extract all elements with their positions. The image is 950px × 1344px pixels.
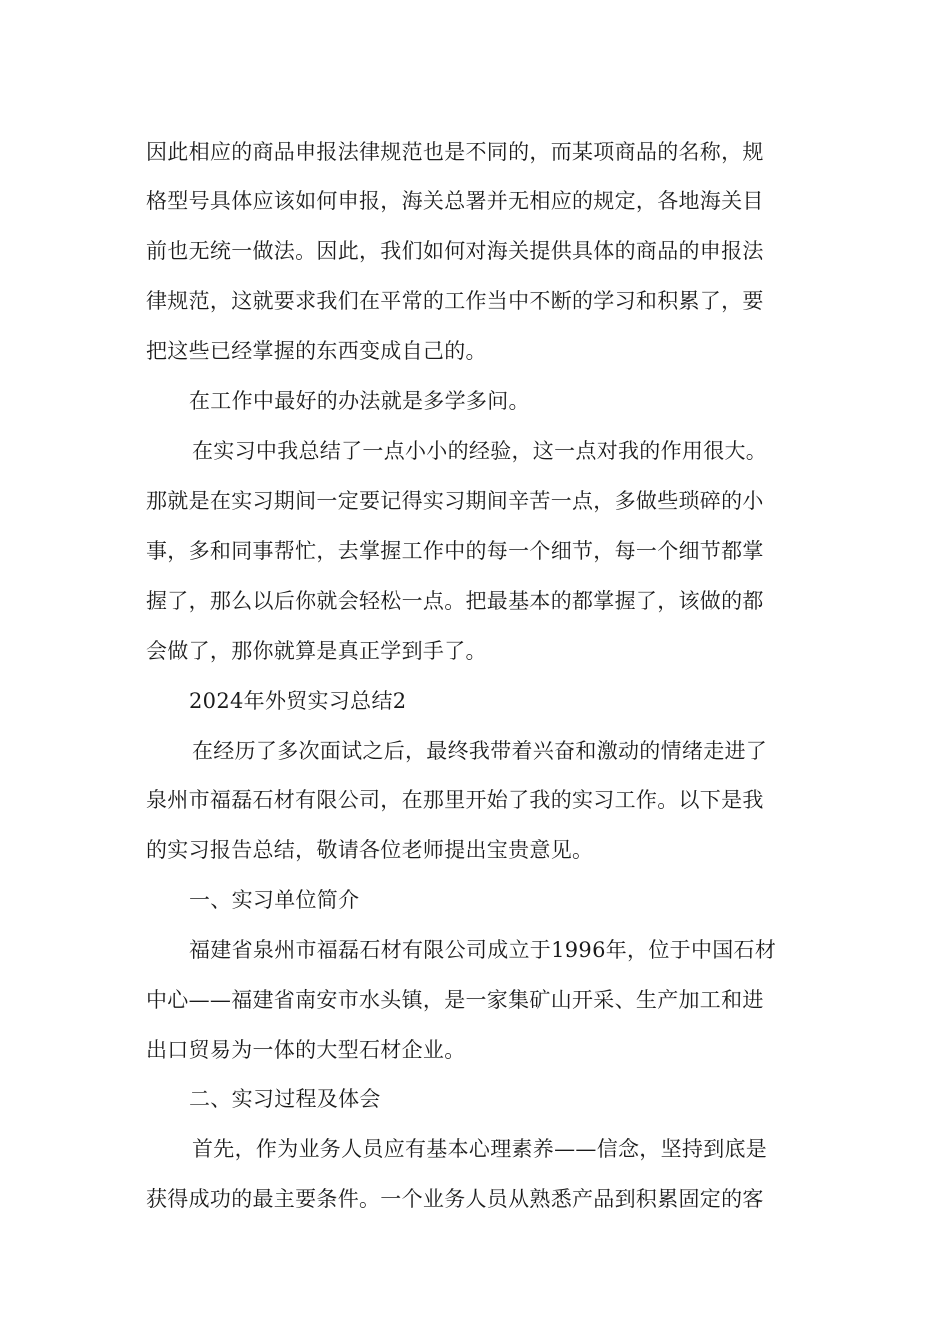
body-text-line: 出口贸易为一体的大型石材企业。	[146, 1038, 466, 1062]
section-heading: 一、实习单位简介	[189, 888, 360, 912]
body-text-line: 握了，那么以后你就会轻松一点。把最基本的都掌握了，该做的都	[146, 589, 764, 613]
paragraph-start-line: 首先，作为业务人员应有基本心理素养——信念，坚持到底是	[192, 1137, 768, 1161]
body-text-line: 会做了，那你就算是真正学到手了。	[146, 639, 487, 663]
body-text-line: 因此相应的商品申报法律规范也是不同的，而某项商品的名称，规	[146, 140, 764, 164]
paragraph-start-line: 在经历了多次面试之后，最终我带着兴奋和激动的情绪走进了	[192, 739, 768, 763]
body-text-line: 那就是在实习期间一定要记得实习期间辛苦一点，多做些琐碎的小	[146, 489, 764, 513]
section-heading: 二、实习过程及体会	[189, 1087, 381, 1111]
paragraph-start-line: 在实习中我总结了一点小小的经验，这一点对我的作用很大。	[192, 439, 768, 463]
body-text-line: 把这些已经掌握的东西变成自己的。	[146, 339, 487, 363]
body-text-line: 泉州市福磊石材有限公司，在那里开始了我的实习工作。以下是我	[146, 788, 764, 812]
body-text-line: 中心——福建省南安市水头镇，是一家集矿山开采、生产加工和进	[146, 988, 764, 1012]
body-text-line: 事，多和同事帮忙，去掌握工作中的每一个细节，每一个细节都掌	[146, 539, 764, 563]
body-text-line: 律规范，这就要求我们在平常的工作当中不断的学习和积累了，要	[146, 289, 764, 313]
body-text-line: 格型号具体应该如何申报，海关总署并无相应的规定，各地海关目	[146, 189, 764, 213]
body-text-line: 获得成功的最主要条件。一个业务人员从熟悉产品到积累固定的客	[146, 1187, 764, 1211]
section-title: 2024年外贸实习总结2	[189, 689, 407, 713]
paragraph-start-line: 福建省泉州市福磊石材有限公司成立于1996年，位于中国石材	[189, 938, 777, 962]
body-text-line: 的实习报告总结，敬请各位老师提出宝贵意见。	[146, 838, 594, 862]
body-text-line: 前也无统一做法。因此，我们如何对海关提供具体的商品的申报法	[146, 239, 764, 263]
paragraph-line: 在工作中最好的办法就是多学多问。	[189, 389, 530, 413]
